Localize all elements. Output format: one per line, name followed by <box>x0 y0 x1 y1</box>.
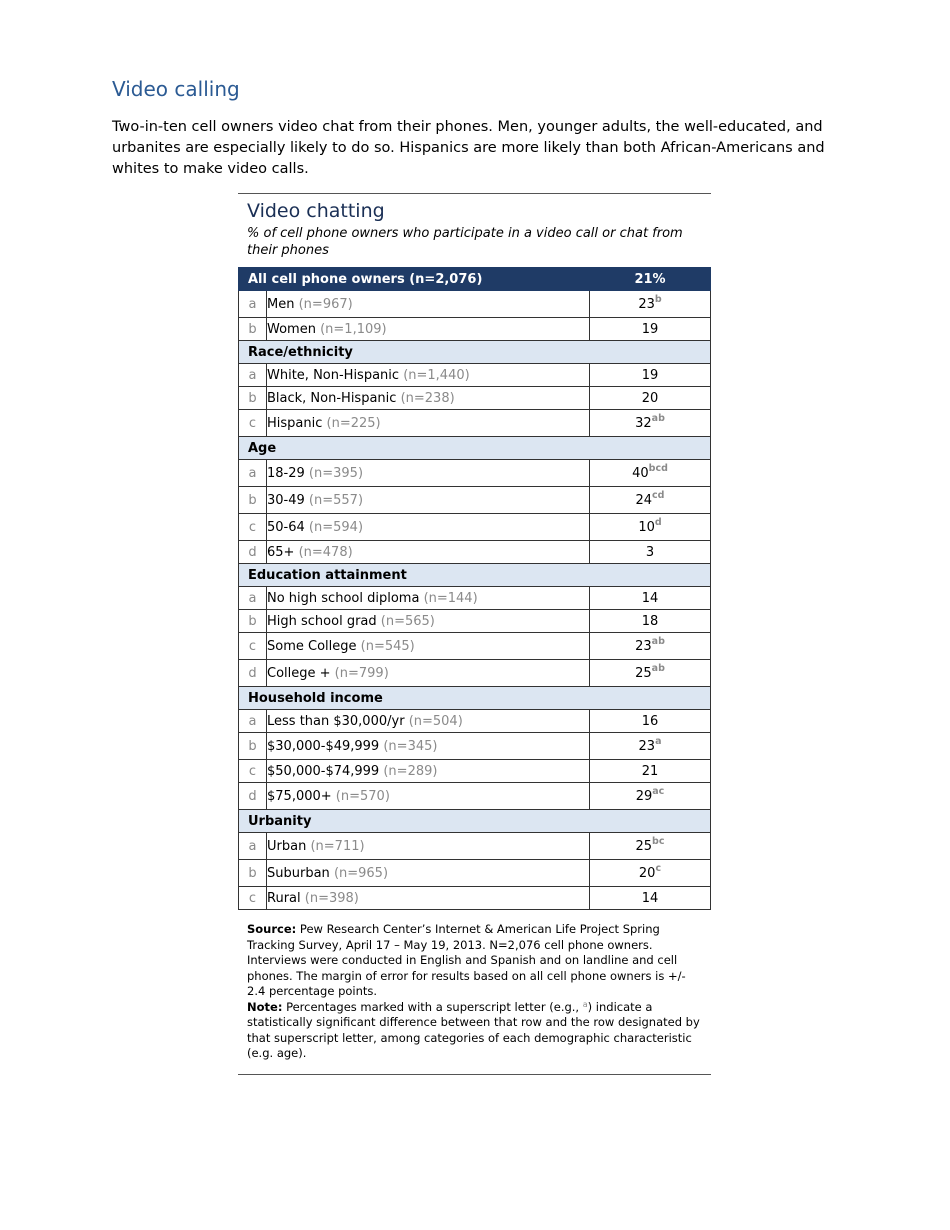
section-header-row <box>239 810 711 833</box>
row-sample-size: (n=1,440) <box>403 367 470 383</box>
section-title: Race/ethnicity <box>239 341 711 364</box>
table-row <box>239 783 711 810</box>
row-label-cell <box>267 633 590 660</box>
table-row <box>239 760 711 783</box>
row-value-cell <box>590 783 711 810</box>
row-value: 10 <box>638 519 655 535</box>
row-sample-size: (n=225) <box>326 415 381 431</box>
table-row <box>239 387 711 410</box>
section-title: Age <box>239 437 711 460</box>
row-sample-size: (n=565) <box>380 613 435 629</box>
row-value: 25 <box>635 665 652 681</box>
table-header-row <box>239 268 711 291</box>
table-row <box>239 487 711 514</box>
row-value-cell <box>590 291 711 318</box>
row-value-cell <box>590 633 711 660</box>
row-label: Men <box>267 296 295 312</box>
row-label: Some College <box>267 638 357 654</box>
row-label-cell <box>267 783 590 810</box>
significance-superscript: ac <box>652 785 665 797</box>
row-sample-size: (n=504) <box>408 713 463 729</box>
row-label: Suburban <box>267 865 330 881</box>
row-value-cell <box>590 387 711 410</box>
row-value-cell <box>590 733 711 760</box>
row-value: 29 <box>635 788 653 804</box>
note-text-before: Percentages marked with a superscript letter (e.g., <box>282 999 583 1014</box>
row-label: Women <box>267 321 316 337</box>
row-sample-size: (n=711) <box>310 838 365 854</box>
row-label-cell <box>267 487 590 514</box>
row-letter: a <box>239 710 267 733</box>
table-row <box>239 541 711 564</box>
row-label-cell <box>267 760 590 783</box>
row-letter: a <box>239 833 267 860</box>
row-sample-size: (n=478) <box>298 544 353 560</box>
row-value: 20 <box>638 865 656 881</box>
section-title: Urbanity <box>239 810 711 833</box>
row-value: 19 <box>641 367 659 383</box>
row-letter: b <box>239 318 267 341</box>
significance-superscript: bcd <box>648 462 668 474</box>
row-label: Black, Non-Hispanic <box>267 390 397 406</box>
table-row <box>239 610 711 633</box>
significance-superscript: bc <box>652 835 665 847</box>
note-label: Note: <box>247 999 283 1014</box>
row-value: 14 <box>641 890 659 906</box>
section-header-row <box>239 341 711 364</box>
row-value-cell <box>590 587 711 610</box>
row-label-cell <box>267 541 590 564</box>
row-letter: d <box>239 783 267 810</box>
row-letter: c <box>239 514 267 541</box>
row-letter: b <box>239 733 267 760</box>
row-value-cell <box>590 541 711 564</box>
row-letter: a <box>239 460 267 487</box>
row-letter: a <box>239 291 267 318</box>
row-label: 30-49 <box>267 492 305 508</box>
row-label-cell <box>267 291 590 318</box>
row-label: 50-64 <box>267 519 305 535</box>
row-label-cell <box>267 364 590 387</box>
row-sample-size: (n=289) <box>383 763 438 779</box>
row-letter: b <box>239 487 267 514</box>
row-value: 32 <box>635 415 652 431</box>
figure-subtitle: % of cell phone owners who participate in a video call or chat from their phones <box>247 226 683 258</box>
row-value-cell <box>590 660 711 687</box>
row-letter: b <box>239 610 267 633</box>
figure-notes <box>238 910 711 1074</box>
row-label: 65+ <box>267 544 295 560</box>
row-sample-size: (n=238) <box>400 390 455 406</box>
row-value: 23 <box>635 638 652 654</box>
section-title: Household income <box>239 687 711 710</box>
row-label-cell <box>267 318 590 341</box>
section-title: Education attainment <box>239 564 711 587</box>
row-value-cell <box>590 860 711 887</box>
table-row <box>239 887 711 910</box>
video-chatting-table <box>238 267 711 910</box>
section-header-row <box>239 687 711 710</box>
table-row <box>239 318 711 341</box>
row-letter: b <box>239 387 267 410</box>
significance-superscript: d <box>654 516 662 528</box>
row-label: $30,000-$49,999 <box>267 738 380 754</box>
row-label-cell <box>267 387 590 410</box>
row-label: Rural <box>267 890 301 906</box>
figure-title: Video chatting <box>247 200 385 222</box>
table-row <box>239 833 711 860</box>
row-sample-size: (n=395) <box>308 465 364 481</box>
significance-superscript: a <box>655 735 662 747</box>
row-sample-size: (n=799) <box>334 665 389 681</box>
row-label-cell <box>267 587 590 610</box>
row-value: 25 <box>635 838 653 854</box>
row-value: 16 <box>641 713 659 729</box>
row-sample-size: (n=1,109) <box>320 321 387 337</box>
row-label-cell <box>267 460 590 487</box>
row-sample-size: (n=570) <box>335 788 390 804</box>
row-letter: d <box>239 660 267 687</box>
table-row <box>239 633 711 660</box>
table-row <box>239 733 711 760</box>
row-sample-size: (n=144) <box>423 590 478 606</box>
row-label-cell <box>267 887 590 910</box>
row-letter: a <box>239 364 267 387</box>
source-text: Pew Research Center’s Internet & American Life Project Spring Tracking Survey, April 17 – May 19, 2013. N=2,076 cell phone owners. Interviews were conducted in English and Spanish and on landline and cell phones. The margin of error for results based on all cell phone owners is +/- 2.4 percentage points. <box>247 922 686 998</box>
row-label-cell <box>267 514 590 541</box>
row-label: College + <box>267 665 331 681</box>
row-value-cell <box>590 760 711 783</box>
row-sample-size: (n=965) <box>333 865 389 881</box>
row-sample-size: (n=345) <box>383 738 438 754</box>
row-value-cell <box>590 610 711 633</box>
row-value-cell <box>590 364 711 387</box>
row-letter: a <box>239 587 267 610</box>
row-value: 40 <box>632 465 649 481</box>
significance-superscript: cd <box>652 489 665 501</box>
row-label: Less than $30,000/yr <box>267 713 405 729</box>
note-sup: a <box>582 999 588 1009</box>
row-letter: c <box>239 760 267 783</box>
table-row <box>239 364 711 387</box>
section-heading: Video calling <box>112 77 240 101</box>
row-value: 18 <box>641 613 659 629</box>
intro-paragraph: Two-in-ten cell owners video chat from their phones. Men, younger adults, the well-educated, and urbanites are especially likely to do so. Hispanics are more likely than both African-Americans and whites to make video calls. <box>112 119 825 177</box>
row-sample-size: (n=398) <box>304 890 359 906</box>
table-row <box>239 660 711 687</box>
significance-superscript: c <box>655 862 662 874</box>
video-chatting-figure <box>238 193 711 1075</box>
row-sample-size: (n=967) <box>298 296 353 312</box>
table-row <box>239 710 711 733</box>
significance-superscript: ab <box>651 635 665 647</box>
row-label: $50,000-$74,999 <box>267 763 380 779</box>
row-value-cell <box>590 833 711 860</box>
row-value: 24 <box>635 492 653 508</box>
row-letter: d <box>239 541 267 564</box>
row-letter: b <box>239 860 267 887</box>
row-sample-size: (n=545) <box>360 638 415 654</box>
row-label-cell <box>267 410 590 437</box>
header-value: 21% <box>590 268 711 291</box>
row-value: 21 <box>641 763 659 779</box>
row-letter: c <box>239 410 267 437</box>
row-sample-size: (n=594) <box>308 519 364 535</box>
row-label: No high school diploma <box>267 590 420 606</box>
row-sample-size: (n=557) <box>308 492 364 508</box>
row-label-cell <box>267 833 590 860</box>
row-label-cell <box>267 610 590 633</box>
table-row <box>239 860 711 887</box>
row-value: 3 <box>645 544 655 560</box>
table-row <box>239 460 711 487</box>
header-label: All cell phone owners (n=2,076) <box>239 268 590 291</box>
row-value: 20 <box>641 390 659 406</box>
row-label: Hispanic <box>267 415 323 431</box>
row-value: 23 <box>638 296 655 312</box>
section-header-row <box>239 437 711 460</box>
table-row <box>239 514 711 541</box>
row-value-cell <box>590 410 711 437</box>
table-row <box>239 291 711 318</box>
row-value-cell <box>590 514 711 541</box>
row-letter: c <box>239 887 267 910</box>
row-value: 23 <box>638 738 656 754</box>
row-label: $75,000+ <box>267 788 332 804</box>
row-value-cell <box>590 710 711 733</box>
row-value-cell <box>590 318 711 341</box>
row-label-cell <box>267 860 590 887</box>
significance-superscript: ab <box>651 662 665 674</box>
table-row <box>239 410 711 437</box>
row-value-cell <box>590 887 711 910</box>
row-value: 14 <box>641 590 659 606</box>
row-value: 19 <box>641 321 659 337</box>
row-label-cell <box>267 710 590 733</box>
row-value-cell <box>590 487 711 514</box>
row-letter: c <box>239 633 267 660</box>
source-label: Source: <box>247 922 297 936</box>
row-label-cell <box>267 733 590 760</box>
row-label: Urban <box>267 838 307 854</box>
significance-superscript: ab <box>651 412 665 424</box>
note-text-after: ) indicate a statistically significant difference between that row and the row designated by that superscript letter, among categories of each demographic characteristic (e.g. age). <box>247 999 700 1060</box>
row-label: High school grad <box>267 613 377 629</box>
row-label: 18-29 <box>267 465 305 481</box>
table-row <box>239 587 711 610</box>
row-label-cell <box>267 660 590 687</box>
section-header-row <box>239 564 711 587</box>
row-value-cell <box>590 460 711 487</box>
row-label: White, Non-Hispanic <box>267 367 400 383</box>
significance-superscript: b <box>654 293 662 305</box>
